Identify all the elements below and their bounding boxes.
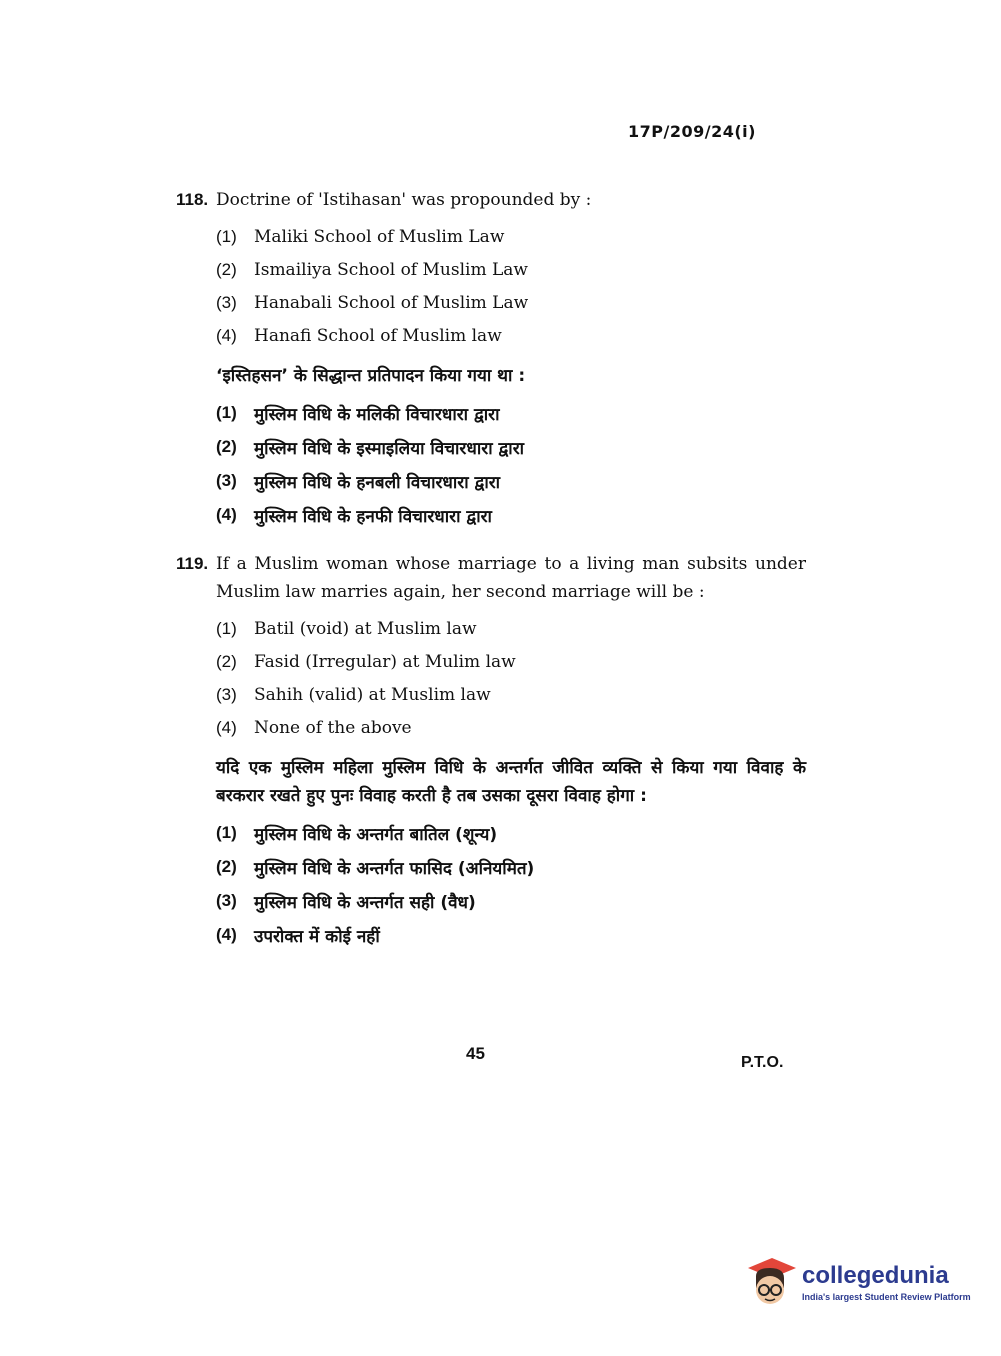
- question-text-hi: यदि एक मुस्लिम महिला मुस्लिम विधि के अन्तर्गत जीवित व्यक्ति से किया गया विवाह के बरकरार रखते हुए पुनः विवाह करती है तब उसका दूसरा विवाह होगा :: [216, 758, 806, 806]
- option-4: [216, 319, 806, 352]
- logo-text: [802, 1263, 971, 1302]
- question-text-en: If a Muslim woman whose marriage to a living man subsits under Muslim law marries again, her second marriage will be :: [216, 554, 806, 602]
- question-number: 118.: [176, 190, 209, 209]
- option-text: मुस्लिम विधि के अन्तर्गत फासिद (अनियमित): [254, 858, 535, 879]
- graduate-mascot-icon: [742, 1254, 798, 1310]
- option-1: [216, 220, 806, 253]
- option-number: (3): [216, 891, 237, 910]
- options-en: [216, 220, 806, 352]
- option-text: Fasid (Irregular) at Mulim law: [254, 651, 516, 672]
- option-number: (3): [216, 684, 237, 704]
- option-number: (1): [216, 618, 237, 638]
- option-text: मुस्लिम विधि के हनफी विचारधारा द्वारा: [254, 506, 492, 527]
- option-number: (4): [216, 325, 237, 345]
- option-text: उपरोक्त में कोई नहीं: [254, 926, 380, 947]
- option-2: [216, 645, 806, 678]
- option-text: Batil (void) at Muslim law: [254, 618, 477, 639]
- option-text: मुस्लिम विधि के अन्तर्गत सही (वैध): [254, 892, 476, 913]
- option-3-hi: [216, 884, 806, 918]
- option-1-hi: [216, 816, 806, 850]
- option-text: None of the above: [254, 717, 412, 738]
- hindi-section: [216, 754, 806, 952]
- logo-name: collegedunia: [802, 1261, 949, 1289]
- option-3-hi: [216, 464, 806, 498]
- option-text: Hanabali School of Muslim Law: [254, 292, 529, 313]
- option-text: मुस्लिम विधि के इस्माइलिया विचारधारा द्वारा: [254, 438, 525, 459]
- option-4-hi: [216, 918, 806, 952]
- question-head: [176, 550, 806, 606]
- question-text-en: Doctrine of 'Istihasan' was propounded by :: [216, 190, 592, 210]
- option-4: [216, 711, 806, 744]
- option-text: मुस्लिम विधि के हनबली विचारधारा द्वारा: [254, 472, 501, 493]
- option-number: (1): [216, 226, 237, 246]
- option-text: Hanafi School of Muslim law: [254, 325, 502, 346]
- options-hi: [216, 396, 806, 532]
- option-3: [216, 286, 806, 319]
- question-118: [176, 186, 806, 532]
- option-number: (4): [216, 925, 237, 944]
- question-number: 119.: [176, 554, 209, 573]
- option-text: Ismailiya School of Muslim Law: [254, 259, 528, 280]
- option-3: [216, 678, 806, 711]
- hindi-section: [216, 362, 806, 532]
- option-1-hi: [216, 396, 806, 430]
- options-hi: [216, 816, 806, 952]
- option-1: [216, 612, 806, 645]
- option-number: (3): [216, 471, 237, 490]
- question-text-hi: ‘इस्तिहसन’ के सिद्धान्त प्रतिपादन किया गया था :: [216, 366, 526, 386]
- option-number: (4): [216, 505, 237, 524]
- question-head: [176, 186, 806, 214]
- page-number: 45: [466, 1044, 485, 1063]
- option-2-hi: [216, 850, 806, 884]
- pto-label: P.T.O.: [741, 1054, 784, 1071]
- option-text: मुस्लिम विधि के अन्तर्गत बातिल (शून्य): [254, 824, 498, 845]
- option-text: मुस्लिम विधि के मलिकी विचारधारा द्वारा: [254, 404, 500, 425]
- option-4-hi: [216, 498, 806, 532]
- option-number: (2): [216, 259, 237, 279]
- collegedunia-watermark: [742, 1252, 972, 1312]
- option-number: (2): [216, 651, 237, 671]
- question-119: [176, 550, 806, 952]
- logo-tagline: India's largest Student Review Platform: [802, 1291, 971, 1302]
- option-text: Sahih (valid) at Muslim law: [254, 684, 491, 705]
- option-2-hi: [216, 430, 806, 464]
- option-2: [216, 253, 806, 286]
- option-number: (4): [216, 717, 237, 737]
- paper-code: 17P/209/24(i): [628, 122, 756, 141]
- option-number: (2): [216, 857, 237, 876]
- option-text: Maliki School of Muslim Law: [254, 226, 505, 247]
- option-number: (1): [216, 823, 237, 842]
- option-number: (3): [216, 292, 237, 312]
- option-number: (2): [216, 437, 237, 456]
- options-en: [216, 612, 806, 744]
- option-number: (1): [216, 403, 237, 422]
